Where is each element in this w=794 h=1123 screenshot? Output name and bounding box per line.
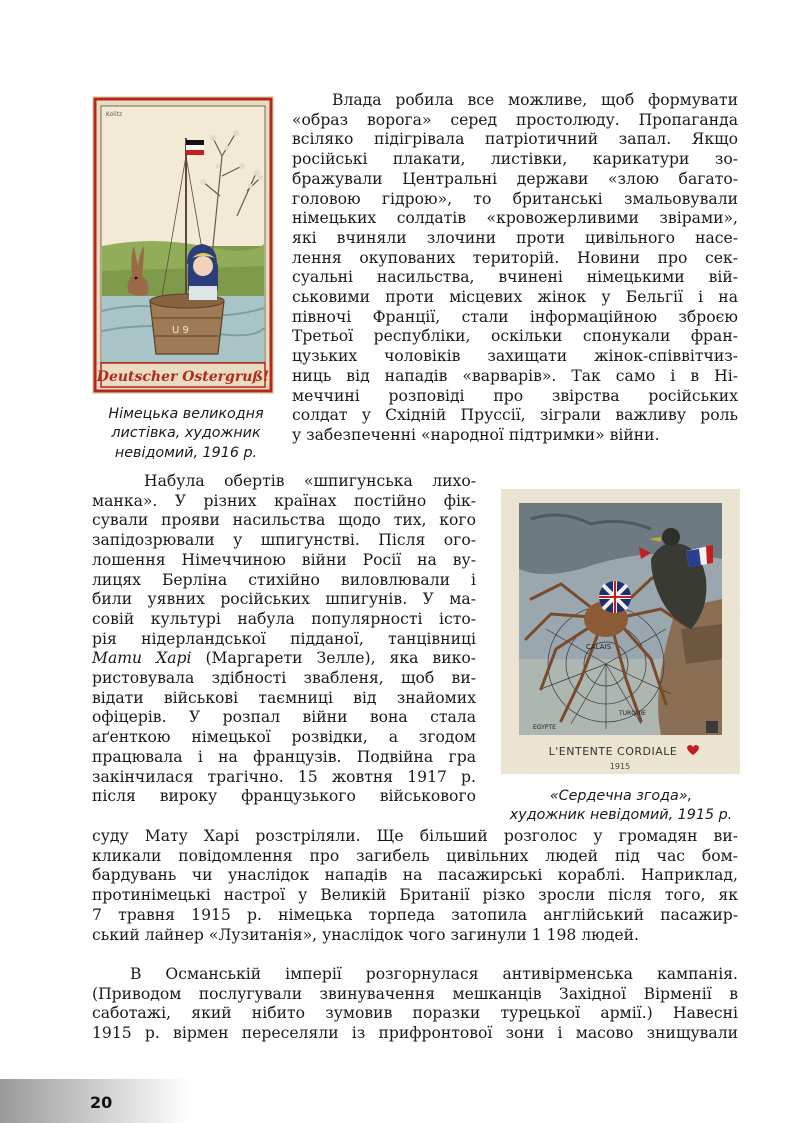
text-line: працювала і на французів. Подвійна гра [92,747,476,766]
text-line: кликали повідомлення про загибель цивільних людей під час бом- [92,846,738,865]
text-line: відати військові таємниці від знайомих [92,688,476,707]
text-line: ськовими проти місцевих жінок у Бельгії і на [292,288,738,307]
text-line: В Османській імперії розгорнулася антивірменська кампанія. [130,965,738,983]
text-line: суальні насильства, вчинені німецькими вій- [292,268,738,287]
text-line: у забезпеченні «народної підтримки» війни. [292,425,660,444]
entente-title-text: L'ENTENTE CORDIALE [548,745,678,758]
tub-text: U 9 [172,325,189,336]
text-line: протинімецькі настрої у Великій Британії різко зросли після того, як [92,886,738,905]
text-line: 7 травня 1915 р. німецька торпеда затопила англійський пасажир- [92,905,738,924]
caption-line: невідомий, 1916 р. [114,444,258,461]
text-line: сували прояви насильства щодо тих, кого [92,511,476,530]
paragraph-spy-mania [92,472,476,807]
text-line: російські плакати, листівки, карикатури зо- [292,150,738,169]
text-fragment: (Маргарети Зелле), яка вико- [191,649,476,668]
banner-text: Deutscher Ostergruß! [96,369,270,385]
text-line: «образ ворога» серед простолюду. Пропаганда [292,110,738,129]
text-line: Третьої республіки, оскільки спонукали фран- [292,327,738,346]
text-line: лення окупованих територій. Новини про сек- [292,248,738,267]
text-line: (Приводом послугували звинувачення мешканців Західної Вірменії в [92,984,738,1003]
text-line: головою гідрою», то британські змальовували [292,189,738,208]
entente-year-text: 1915 [609,762,631,771]
text-line: аґенткою німецької розвідки, а згодом [92,728,476,747]
map-label-calais: CALAIS [586,643,612,651]
text-line: меччині розповіді про звірства російських [292,386,738,405]
artist-mark: Kolitz [106,111,123,118]
text-line: Влада робила все можливе, щоб формувати [332,91,738,109]
entente-cordiale-image [501,489,740,774]
text-line: півночі Франції, стали інформаційною зброєю [292,307,738,326]
text-line: ристовувала здібності звабленя, щоб ви- [92,669,476,688]
mata-hari-name: Мати Харі [92,649,192,668]
text-line: солдат у Східній Пруссії, зіграли важливу роль [292,406,738,425]
easter-postcard-caption [94,405,278,463]
text-line: ський лайнер «Лузитанія», унаслідок чого загинули 1 198 людей. [92,925,639,944]
text-line: бражували Центральні держави «злою багато- [292,169,738,188]
text-line: цузьких чоловіків захищати жінок-співвітчиз- [292,347,738,366]
map-label-egypte: EGYPTE [533,724,556,731]
text-line: рія нідерландської підданої, танцівниці [92,629,476,648]
text-line: суду Мату Харі розстріляли. Ще більший розголос у громадян ви- [92,827,738,845]
text-line: манка». У різних країнах постійно фік- [92,491,476,510]
caption-line: Німецька великодня [108,406,264,422]
text-line [92,649,476,669]
text-line: всіляко підігрівала патріотичний запал. Якщо [292,130,738,149]
text-line: били уявних російських шпигунів. У ма- [92,590,476,609]
text-line: лошення Німеччиною війни Росії на ву- [92,550,476,569]
text-line: лицях Берліна стихійно виловлювали і [92,570,476,589]
text-line: запідозрювали у шпигунстві. Після ого- [92,531,476,550]
text-line: бардувань чи унаслідок нападів на пасажирські кораблі. Наприклад, [92,866,738,885]
paragraph-spy-mania-continued [92,827,738,945]
caption-line: «Сердечна згода», [549,788,693,804]
text-line: закінчилася трагічно. 15 жовтня 1917 р. [92,767,476,786]
text-line: німецьких солдатів «кровожерливими звірами», [292,209,738,228]
easter-postcard-image [92,96,274,394]
text-line: ниць від нападів «варварів». Так само і в Ні- [292,366,738,385]
map-label-turquie: TURQUIE [619,710,646,717]
text-line: 1915 р. вірмен переселяли із прифронтової зони і масово знищували [92,1024,738,1043]
entente-cordiale-caption [490,787,752,826]
text-line: офіцерів. У розпал війни вона стала [92,708,476,727]
caption-line: листівка, художник [111,425,261,442]
text-line: совій культурі набула популярності істо- [92,609,476,628]
text-line: які вчиняли злочини проти цивільного насе- [292,228,738,247]
paragraph-armenian-campaign [92,965,738,1044]
caption-line: художник невідомий, 1915 р. [509,807,733,824]
text-line: саботажі, який нібито зумовив поразки турецької армії.) Навесні [92,1004,738,1023]
paragraph-propaganda [292,91,738,446]
text-line: Набула обертів «шпигунська лихо- [144,472,476,490]
page-number: 20 [90,1093,113,1112]
text-line: після вироку французького військового [92,787,476,806]
